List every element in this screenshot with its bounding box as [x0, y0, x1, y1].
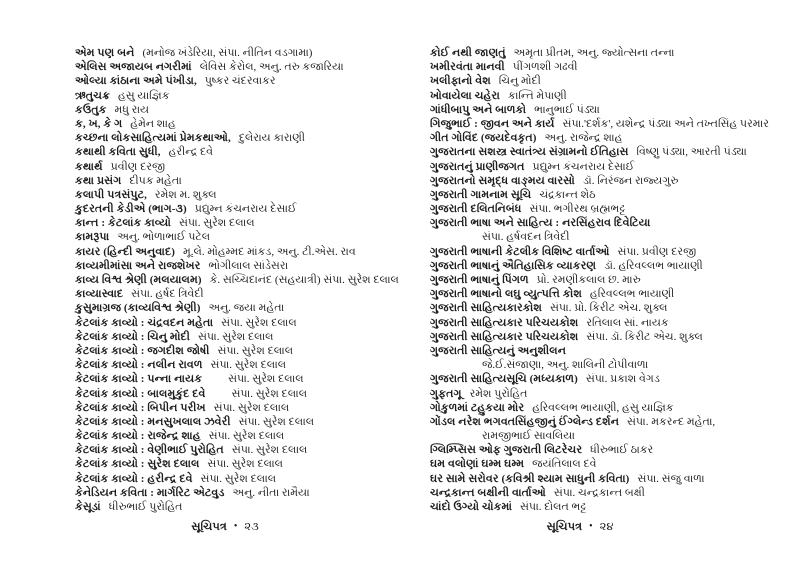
entry-title: ગુજરાતનું પ્રાણીજગત [430, 160, 525, 173]
entry-info: હસુ યાજ્ઞિક [117, 89, 170, 102]
index-entry [75, 160, 420, 174]
entry-info: સંપા. સુરેશ દલાલ [217, 344, 294, 357]
index-entry [430, 415, 798, 429]
entry-info: લેવિસ કેરોલ, અનુ. તરુ કજારિયા [199, 61, 344, 74]
index-entry [75, 387, 420, 401]
entry-title: કેટલાંક કાવ્યો : બિપીન પરીખ [75, 401, 206, 414]
entry-title: ચન્દ્રકાન્ત બક્ષીની વાર્તાઓ [430, 486, 546, 499]
entry-info: કે. સચ્ચિદાનંદ (સહયાત્રી) સંપા. સુરેશ દલાલ [209, 274, 399, 286]
entry-title: કાવ્ય વિશ્વ શ્રેણી (મલયાલમ) [75, 274, 202, 286]
entry-title: કેટલાંક કાવ્યો : પન્ના નાયક [75, 373, 203, 386]
entry-info: કાન્તિ મેપાણી [507, 89, 567, 102]
entry-title: કેટલાંક કાવ્યો : ચંદ્રવદન મહેતા [75, 316, 214, 329]
entry-title: કાવ્યમીમાંસા અને રાજશેખર [75, 259, 201, 272]
entry-info: પ્રદ્યુમ્ન કંચનરાય દેસાઈ [532, 160, 635, 173]
index-column-left [75, 46, 420, 514]
entry-info: અનુ. રાજેન્દ્ર શાહ [544, 132, 623, 145]
index-entry [75, 89, 420, 103]
index-entry [430, 273, 798, 287]
entry-title: ગુજરાતી ભાષાની કેટલીક વિશિષ્ટ વાર્તાઓ [430, 245, 610, 258]
index-entry [430, 500, 798, 514]
index-entry [75, 358, 420, 372]
index-entry [430, 188, 798, 202]
entry-title: ગુફતગૂ [430, 387, 462, 400]
entry-info: રતિલાલ સાં. નાયક [586, 316, 669, 329]
entry-info: પ્રદ્યુમ્ન કંચનરાય દેસાઈ [194, 203, 297, 216]
entry-info: સંપા. સંજુ વાળા [637, 472, 705, 485]
index-entry [75, 216, 420, 230]
entry-title: કેનેડિયન કવિતા : માર્ગરિટ એટવુડ [75, 486, 225, 499]
index-entry [430, 89, 798, 103]
entry-title: કેટલાંક કાવ્યો : બાલમુકુંદ દવે [75, 387, 206, 400]
entry-info: મૂ.લે. મોહમ્મદ માંકડ, અનુ. ટી.એસ. રાવ [183, 245, 356, 258]
entry-info: હેમેન શાહ [130, 117, 176, 130]
entry-title: ગાંધીબાપુ અને બાળકો [430, 103, 527, 116]
entry-info: ભાનુભાઈ પંડ્યા [534, 103, 600, 116]
index-entry [430, 457, 798, 471]
entry-info: હરિવલ્લભ ભાયાણી [589, 288, 675, 301]
index-entry [75, 401, 420, 415]
entry-info: સંપા. હર્ષદ ત્રિવેદી [131, 288, 204, 301]
entry-info: ડૉ. હરિવલ્લભ ભાયાણી [604, 259, 703, 272]
entry-title: ગુજરાતી સાહિત્યસૂચિ (મધ્યકાળ) [430, 373, 578, 386]
entry-info: વિષ્ણુ પંડ્યા, આરતી પંડ્યા [636, 146, 747, 159]
footer-bullet-icon: • [589, 521, 593, 532]
index-entry [75, 117, 420, 131]
index-entry [430, 160, 798, 174]
index-entry [75, 443, 420, 457]
entry-title: ગુજરાતી સાહિત્યનું અનુશીલન [430, 344, 567, 357]
entry-info: સંપા.'દર્શક', યશેન્દ્ર પંડ્યા અને તખ્તસિંહ પરમાર [562, 117, 769, 130]
entry-info: મધુ રાય [114, 103, 150, 116]
entry-info: સંપા. દોલત ભટ્ટ [520, 501, 587, 513]
entry-title: કલાપી પત્રસંપુટ, [75, 188, 147, 201]
index-column-right [430, 46, 798, 514]
index-entry [430, 145, 798, 159]
entry-info: સંપા. સુરેશ દલાલ [221, 316, 297, 329]
index-entry [75, 74, 420, 88]
entry-info: રામજીભાઈ સાવલિયા [482, 430, 575, 443]
index-entry [75, 46, 420, 60]
entry-info: સંપા. પ્રવીણ દરજી [617, 245, 697, 258]
entry-title: ગુજરાતી ભાષાનું પિંગળ [430, 274, 529, 286]
entry-info: દુલેરાય કારાણી [238, 132, 305, 145]
entry-info: અનુ. નીતા રામૈયા [232, 486, 310, 499]
entry-info: સંપા. સુરેશ દલાલ [197, 330, 274, 343]
entry-info: સંપા. સુરેશ દલાલ [210, 359, 287, 372]
entry-title: કેટલાંક કાવ્યો : નલીન રાવળ [75, 359, 203, 372]
index-entry [75, 245, 420, 259]
entry-info: સંપા. સુરેશ દલાલ [231, 387, 308, 400]
entry-title: કુસુમાગ્રજ (કાવ્યવિશ્વ શ્રેણી) [75, 302, 201, 315]
index-entry [75, 301, 420, 315]
entry-title: એમ પણ બને [75, 47, 135, 59]
entry-info: અનુ. જયા મહેતા [208, 302, 285, 315]
index-entry [430, 46, 798, 60]
entry-info: (મનોજ ખંડેરિયા, સંપા. નીતિન વડગામા) [142, 47, 313, 59]
index-entry [430, 401, 798, 415]
index-entry [75, 145, 420, 159]
entry-title: ગુજરાતી સાહિત્યકાર પરિચયકોશ [430, 330, 579, 343]
entry-info: પ્રો. રમણીકલાલ છ. મારુ [536, 274, 641, 286]
index-entry [430, 330, 798, 344]
index-entry [430, 117, 798, 131]
index-entry [430, 230, 798, 244]
entry-title: કેટલાંક કાવ્યો : ચિનુ મોદી [75, 330, 190, 343]
entry-title: ગુજરાતી સાહિત્યકાર પરિચયકોશ [430, 316, 579, 329]
entry-info: ડૉ. નિરંજન રાજ્યગુરુ [582, 174, 679, 187]
entry-info: ભોગીલાલ સાંડેસરા [208, 259, 289, 272]
index-entry [75, 60, 420, 74]
footer-bullet-icon: • [233, 521, 238, 532]
index-entry [75, 457, 420, 471]
entry-title: કથા પ્રસંગ [75, 174, 122, 187]
entry-info: અમૃતા પ્રીતમ, અનુ. જ્યોત્સના તન્ના [513, 47, 675, 59]
entry-title: ગુજરાતી સાહિત્યકારકોશ [430, 302, 542, 315]
index-entry [75, 486, 420, 500]
index-entry [75, 344, 420, 358]
index-entry [430, 245, 798, 259]
index-entry [75, 500, 420, 514]
entry-info: હરીન્દ્ર દવે [168, 146, 214, 159]
entry-title: ગ્લિમ્પ્સિસ ઓફ ગુજરાતી લિટરેચર [430, 444, 583, 457]
index-entry [430, 202, 798, 216]
index-entry [75, 103, 420, 117]
entry-title: ગુજરાતી ભાષાનું ઐતિહાસિક વ્યાકરણ [430, 259, 597, 272]
entry-title: કાન્ત : કેટલાંક કાવ્યો [75, 217, 171, 230]
entry-title: કેટલાંક કાવ્યો : મનસુખલાલ ઝવેરી [75, 415, 231, 428]
entry-title: કેટલાંક કાવ્યો : રાજેન્દ્ર શાહ [75, 430, 201, 443]
index-entry [430, 74, 798, 88]
entry-info: સંપા. સુરેશ દલાલ [213, 401, 290, 414]
index-entry [430, 387, 798, 401]
entry-info: હરિવલ્લભ ભાયાણી, હસુ યાજ્ઞિક [532, 401, 674, 414]
index-entry [430, 259, 798, 273]
entry-info: દીપક મહેતા [129, 174, 182, 187]
entry-title: ક, ખ, કે ગ [75, 117, 123, 130]
entry-info: પ્રવીણ દરજી [110, 160, 166, 173]
index-entry [75, 188, 420, 202]
entry-info: ચિનુ મોદી [498, 75, 541, 88]
entry-title: કચ્છના લોકસાહિત્યમાં પ્રેમકથાઓ, [75, 132, 231, 145]
entry-title: કેટલાંક કાવ્યો : હરીન્દ્ર દવે [75, 472, 193, 485]
entry-title: ગોંડલ નરેશ ભગવતસિંહજીનું ઈંગ્લેન્ડ દર્શન [430, 415, 619, 428]
index-entry [75, 415, 420, 429]
entry-title: કેટલાંક કાવ્યો : વેણીભાઈ પુરોહિત [75, 444, 224, 457]
index-entry [75, 202, 420, 216]
index-entry [75, 230, 420, 244]
index-entry [430, 131, 798, 145]
entry-title: ગુજરાતી ગામનામ સૂચિ [430, 188, 532, 201]
footer-label: સૂચિપત્ર [546, 521, 583, 533]
entry-title: ખલીફાનો વેશ [430, 75, 491, 88]
index-entry [75, 287, 420, 301]
entry-title: ગુજરાતના સશસ્ત્ર સ્વાતંત્ર્ય સંગ્રામનો ઈતિહાસ [430, 146, 629, 159]
index-entry [75, 372, 420, 386]
entry-title: કેટલાંક કાવ્યો : સુરેશ દલાલ [75, 458, 200, 471]
index-entry [75, 131, 420, 145]
entry-title: કેસૂડાં [75, 501, 101, 513]
entry-title: કથાથી કવિતા સુધી, [75, 146, 161, 159]
entry-title: ગોકુળમાં ટહુકયા મોર [430, 401, 525, 414]
entry-title: ચાંદો ઉગ્યો ચોકમાં [430, 501, 513, 513]
entry-title: કુદરતની કેડીએ (ભાગ-૩) [75, 203, 187, 216]
entry-title: ગીત ગોવિંદ (જયદેવકૃત) [430, 132, 537, 145]
entry-title: કામરૂપા [75, 231, 110, 244]
index-entry [430, 486, 798, 500]
index-entry [75, 259, 420, 273]
entry-info: સંપા. પ્રો. કિરીટ એચ. શુક્લ [549, 302, 668, 315]
entry-title: ગુજરાતી ભાષાનો લઘુ વ્યુત્પત્તિ કોશ [430, 288, 582, 301]
entry-info: સંપા. ચન્દ્રકાન્ત બક્ષી [553, 486, 645, 499]
entry-title: એલિસ અજાયબ નગરીમાં [75, 61, 192, 74]
page-number: ૨૩ [244, 521, 259, 533]
entry-info: સંપા. પ્રકાશ વેગડ [585, 373, 660, 386]
entry-info: સંપા. સુરેશ દલાલ [208, 430, 285, 443]
index-entry [75, 429, 420, 443]
index-entry [75, 316, 420, 330]
entry-title: ખમીરવંતા માનવી [430, 61, 505, 74]
entry-info: સંપા. સુરેશ દલાલ [207, 458, 283, 471]
index-entry [430, 174, 798, 188]
entry-info: સંપા. સુરેશ દલાલ [228, 373, 304, 386]
footer-label: સૂચિપત્ર [191, 521, 227, 533]
index-entry [430, 301, 798, 315]
index-entry [75, 330, 420, 344]
index-entry [430, 443, 798, 457]
entry-info: સંપા. સુરેશ દલાલ [231, 444, 308, 457]
index-entry [430, 372, 798, 386]
entry-info: સંપા. મકરન્દ મહેતા, [626, 415, 716, 428]
entry-info: પીંગળશી ગઢવી [512, 61, 578, 74]
page-footer-right [510, 521, 650, 534]
index-entry [75, 472, 420, 486]
entry-title: કોઈ નથી જાણતું [430, 47, 506, 59]
entry-info: અનુ. ભોળાભાઈ પટેલ [117, 231, 211, 244]
index-entry [430, 429, 798, 443]
entry-title: ગુજરાતી ભાષા અને સાહિત્ય : નરસિંહરાવ દિવેટિયા [430, 217, 651, 230]
entry-title: ઋતુચક્ર [75, 89, 110, 102]
entry-title: કઉતુક [75, 103, 107, 116]
entry-info: સંપા. સુરેશ દલાલ [238, 415, 315, 428]
entry-info: સંપા. સુરેશ દલાલ [178, 217, 255, 230]
entry-title: ખોવાયેલા ચહેરા [430, 89, 500, 102]
entry-title: કથાર્થ [75, 160, 103, 173]
index-entry [430, 216, 798, 230]
entry-title: કાયર (હિન્દી અનુવાદ) [75, 245, 175, 258]
entry-info: ધીરુભાઈ પુરોહિત [108, 501, 183, 513]
index-entry [430, 472, 798, 486]
entry-title: ગુજરાતનો સમૃદ્ધ વાઙ્મય વારસો [430, 174, 575, 187]
index-entry [430, 316, 798, 330]
entry-info: રમેશ મ. શુક્લ [154, 188, 217, 201]
entry-title: ગિજુભાઈ : જીવન અને કાર્ય [430, 117, 555, 130]
entry-title: કેટલાંક કાવ્યો : જગદીશ જોષી [75, 344, 210, 357]
index-entry [430, 287, 798, 301]
entry-info: ધીરુભાઈ ઠાકર [590, 444, 654, 457]
entry-info: પુષ્કર ચંદરવાકર [204, 75, 276, 88]
entry-info: સંપા. હર્ષવદન ત્રિવેદી [482, 231, 570, 244]
entry-info: સંપા. સુરેશ દલાલ [200, 472, 277, 485]
entry-title: ગુજરાતી દલિતનિબંધ [430, 203, 522, 216]
entry-info: જે.ઈ.સંજાણા, અનુ. શાલિની ટોપીવાળા [482, 359, 649, 372]
index-entry [75, 174, 420, 188]
page-number: ૨૪ [599, 521, 614, 533]
index-entry [430, 103, 798, 117]
entry-title: કાવ્યાસ્વાદ [75, 288, 124, 301]
index-entry [430, 358, 798, 372]
entry-info: રમેશ પુરોહિત [469, 387, 528, 400]
entry-title: ઘમ વલોણાં ઘમ્મ ઘમ્મ [430, 458, 525, 471]
entry-info: ચંદ્રકાન્ત શેઠ [539, 188, 596, 201]
page-footer-left [155, 521, 295, 534]
index-entry [75, 273, 420, 287]
entry-title: ઘર સામે સરોવર (કવિશ્રી શ્યામ સાધુની કવિતા) [430, 472, 630, 485]
index-entry [430, 60, 798, 74]
entry-info: જયંતિલાલ દવે [532, 458, 597, 471]
entry-title: ઓલ્યા કાંઠાના અમે પંખીડા, [75, 75, 197, 88]
index-entry [430, 344, 798, 358]
entry-info: સંપા. ભગીરથ બ્રહ્મભટ્ટ [529, 203, 626, 216]
entry-info: સંપા. ડૉ. કિરીટ એચ. શુક્લ [586, 330, 703, 343]
